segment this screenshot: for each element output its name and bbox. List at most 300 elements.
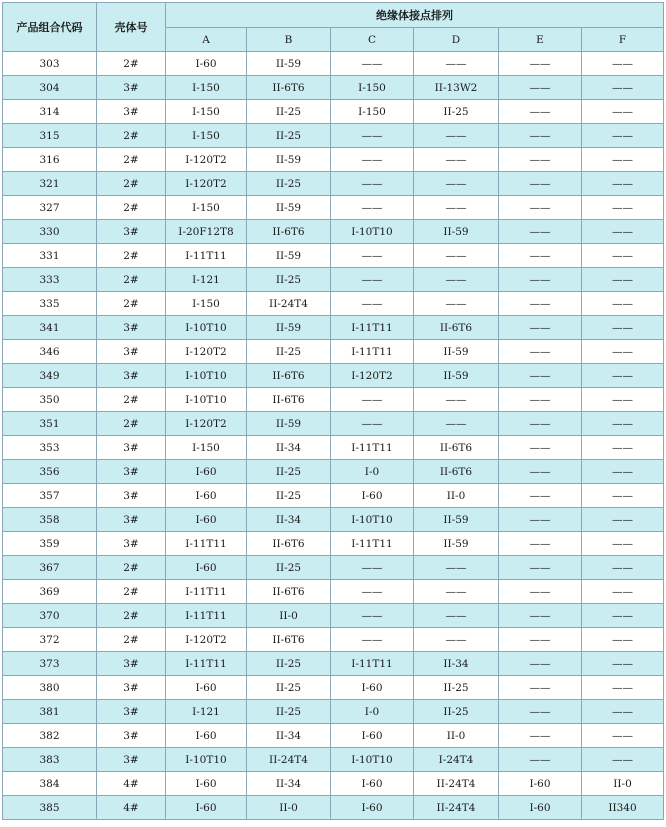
cell-e: —— [499, 340, 582, 364]
cell-a: I-121 [166, 268, 247, 292]
table-row [3, 484, 664, 508]
cell-product-code: 356 [3, 460, 97, 484]
cell-shell-number: 3# [97, 76, 166, 100]
cell-b: II-25 [247, 460, 331, 484]
cell-f: —— [582, 364, 664, 388]
cell-d: II-24T4 [414, 772, 499, 796]
cell-b: II-25 [247, 340, 331, 364]
cell-d: —— [414, 268, 499, 292]
cell-d: II-25 [414, 100, 499, 124]
cell-a: I-120T2 [166, 412, 247, 436]
cell-product-code: 385 [3, 796, 97, 820]
cell-a: I-150 [166, 292, 247, 316]
cell-product-code: 380 [3, 676, 97, 700]
cell-e: —— [499, 652, 582, 676]
cell-product-code: 315 [3, 124, 97, 148]
cell-c: I-150 [331, 76, 414, 100]
cell-f: —— [582, 220, 664, 244]
cell-e: —— [499, 76, 582, 100]
cell-c: I-120T2 [331, 364, 414, 388]
cell-c: I-0 [331, 700, 414, 724]
cell-a: I-11T11 [166, 604, 247, 628]
cell-b: II-24T4 [247, 748, 331, 772]
cell-e: —— [499, 748, 582, 772]
cell-a: I-11T11 [166, 652, 247, 676]
cell-d: —— [414, 52, 499, 76]
cell-d: II-25 [414, 676, 499, 700]
cell-d: II-24T4 [414, 796, 499, 820]
table-row [3, 700, 664, 724]
cell-d: II-6T6 [414, 460, 499, 484]
cell-e: I-60 [499, 796, 582, 820]
table-row [3, 220, 664, 244]
cell-a: I-10T10 [166, 748, 247, 772]
cell-product-code: 331 [3, 244, 97, 268]
cell-c: —— [331, 268, 414, 292]
cell-shell-number: 4# [97, 796, 166, 820]
cell-b: II-59 [247, 316, 331, 340]
cell-d: —— [414, 196, 499, 220]
cell-b: II-0 [247, 604, 331, 628]
cell-f: —— [582, 484, 664, 508]
cell-e: —— [499, 388, 582, 412]
cell-d: II-6T6 [414, 316, 499, 340]
cell-b: II-59 [247, 148, 331, 172]
cell-product-code: 341 [3, 316, 97, 340]
cell-e: —— [499, 124, 582, 148]
cell-c: I-10T10 [331, 220, 414, 244]
cell-b: II-59 [247, 244, 331, 268]
cell-product-code: 369 [3, 580, 97, 604]
cell-e: —— [499, 220, 582, 244]
header-col-e: E [499, 28, 582, 52]
page [2, 2, 663, 820]
cell-shell-number: 3# [97, 100, 166, 124]
cell-f: —— [582, 412, 664, 436]
cell-shell-number: 3# [97, 700, 166, 724]
cell-d: II-59 [414, 340, 499, 364]
cell-d: II-6T6 [414, 436, 499, 460]
table-row [3, 124, 664, 148]
cell-shell-number: 3# [97, 676, 166, 700]
cell-product-code: 357 [3, 484, 97, 508]
cell-shell-number: 3# [97, 508, 166, 532]
cell-e: —— [499, 196, 582, 220]
cell-product-code: 367 [3, 556, 97, 580]
cell-e: —— [499, 580, 582, 604]
table-row [3, 628, 664, 652]
cell-shell-number: 3# [97, 316, 166, 340]
cell-b: II-0 [247, 796, 331, 820]
cell-c: —— [331, 388, 414, 412]
cell-d: —— [414, 412, 499, 436]
cell-f: —— [582, 724, 664, 748]
cell-a: I-150 [166, 100, 247, 124]
cell-a: I-60 [166, 772, 247, 796]
cell-product-code: 358 [3, 508, 97, 532]
cell-shell-number: 2# [97, 628, 166, 652]
cell-e: —— [499, 268, 582, 292]
cell-c: I-11T11 [331, 652, 414, 676]
cell-c: —— [331, 580, 414, 604]
cell-a: I-11T11 [166, 580, 247, 604]
cell-shell-number: 2# [97, 124, 166, 148]
cell-a: I-120T2 [166, 628, 247, 652]
cell-a: I-150 [166, 436, 247, 460]
cell-product-code: 314 [3, 100, 97, 124]
table-row [3, 244, 664, 268]
cell-e: —— [499, 172, 582, 196]
header-product-code: 产品组合代码 [3, 3, 97, 52]
cell-e: —— [499, 508, 582, 532]
cell-shell-number: 3# [97, 748, 166, 772]
cell-f: —— [582, 340, 664, 364]
cell-d: —— [414, 628, 499, 652]
cell-product-code: 350 [3, 388, 97, 412]
cell-c: —— [331, 412, 414, 436]
cell-d: II-59 [414, 508, 499, 532]
cell-shell-number: 2# [97, 196, 166, 220]
cell-shell-number: 2# [97, 412, 166, 436]
cell-f: —— [582, 460, 664, 484]
cell-f: —— [582, 124, 664, 148]
cell-product-code: 327 [3, 196, 97, 220]
cell-a: I-120T2 [166, 340, 247, 364]
cell-a: I-121 [166, 700, 247, 724]
header-col-b: B [247, 28, 331, 52]
cell-a: I-60 [166, 676, 247, 700]
table-row [3, 676, 664, 700]
cell-f: —— [582, 292, 664, 316]
cell-f: —— [582, 388, 664, 412]
cell-f: —— [582, 556, 664, 580]
cell-product-code: 316 [3, 148, 97, 172]
table-row [3, 436, 664, 460]
cell-f: —— [582, 316, 664, 340]
cell-shell-number: 2# [97, 148, 166, 172]
cell-shell-number: 2# [97, 580, 166, 604]
cell-b: II-59 [247, 412, 331, 436]
cell-e: —— [499, 52, 582, 76]
cell-shell-number: 3# [97, 724, 166, 748]
cell-d: II-59 [414, 532, 499, 556]
table-row [3, 148, 664, 172]
cell-d: —— [414, 124, 499, 148]
cell-f: —— [582, 676, 664, 700]
cell-product-code: 303 [3, 52, 97, 76]
cell-shell-number: 2# [97, 244, 166, 268]
cell-b: II-6T6 [247, 532, 331, 556]
cell-d: —— [414, 556, 499, 580]
cell-b: II-59 [247, 196, 331, 220]
cell-e: —— [499, 532, 582, 556]
cell-c: —— [331, 52, 414, 76]
cell-product-code: 346 [3, 340, 97, 364]
cell-shell-number: 3# [97, 436, 166, 460]
cell-b: II-25 [247, 556, 331, 580]
cell-c: I-0 [331, 460, 414, 484]
cell-product-code: 383 [3, 748, 97, 772]
header-col-f: F [582, 28, 664, 52]
cell-d: II-59 [414, 364, 499, 388]
table-row [3, 508, 664, 532]
cell-b: II-6T6 [247, 220, 331, 244]
cell-d: —— [414, 148, 499, 172]
cell-a: I-60 [166, 460, 247, 484]
table-row [3, 604, 664, 628]
cell-shell-number: 2# [97, 52, 166, 76]
header-col-c: C [331, 28, 414, 52]
cell-d: —— [414, 244, 499, 268]
cell-e: —— [499, 556, 582, 580]
cell-c: I-11T11 [331, 340, 414, 364]
table-row [3, 316, 664, 340]
cell-b: II-25 [247, 676, 331, 700]
cell-e: —— [499, 100, 582, 124]
cell-b: II-6T6 [247, 364, 331, 388]
cell-a: I-120T2 [166, 172, 247, 196]
cell-f: —— [582, 148, 664, 172]
cell-c: I-10T10 [331, 508, 414, 532]
cell-a: I-60 [166, 52, 247, 76]
cell-a: I-60 [166, 508, 247, 532]
cell-shell-number: 3# [97, 220, 166, 244]
cell-c: I-60 [331, 676, 414, 700]
cell-e: —— [499, 676, 582, 700]
table-row [3, 196, 664, 220]
cell-b: II-34 [247, 508, 331, 532]
cell-shell-number: 3# [97, 364, 166, 388]
cell-b: II-34 [247, 772, 331, 796]
cell-product-code: 330 [3, 220, 97, 244]
cell-e: —— [499, 244, 582, 268]
table-row [3, 364, 664, 388]
cell-b: II-6T6 [247, 580, 331, 604]
table-row [3, 268, 664, 292]
cell-e: —— [499, 436, 582, 460]
cell-d: II-0 [414, 724, 499, 748]
cell-c: I-60 [331, 772, 414, 796]
cell-e: —— [499, 364, 582, 388]
header-col-a: A [166, 28, 247, 52]
cell-e: —— [499, 412, 582, 436]
cell-product-code: 359 [3, 532, 97, 556]
cell-a: I-60 [166, 556, 247, 580]
cell-d: II-25 [414, 700, 499, 724]
cell-shell-number: 3# [97, 532, 166, 556]
cell-b: II-6T6 [247, 388, 331, 412]
cell-shell-number: 4# [97, 772, 166, 796]
cell-b: II-34 [247, 436, 331, 460]
cell-e: —— [499, 292, 582, 316]
cell-e: —— [499, 484, 582, 508]
cell-shell-number: 2# [97, 172, 166, 196]
cell-shell-number: 2# [97, 604, 166, 628]
table-row [3, 772, 664, 796]
cell-b: II-6T6 [247, 76, 331, 100]
cell-c: —— [331, 556, 414, 580]
cell-f: —— [582, 196, 664, 220]
cell-product-code: 321 [3, 172, 97, 196]
cell-product-code: 335 [3, 292, 97, 316]
cell-f: —— [582, 748, 664, 772]
cell-e: —— [499, 724, 582, 748]
table-row [3, 652, 664, 676]
cell-c: —— [331, 196, 414, 220]
cell-b: II-24T4 [247, 292, 331, 316]
cell-product-code: 304 [3, 76, 97, 100]
cell-d: —— [414, 388, 499, 412]
cell-b: II-59 [247, 52, 331, 76]
cell-c: —— [331, 292, 414, 316]
table-row [3, 340, 664, 364]
cell-f: —— [582, 532, 664, 556]
cell-product-code: 384 [3, 772, 97, 796]
cell-f: —— [582, 508, 664, 532]
table-row [3, 748, 664, 772]
cell-e: —— [499, 460, 582, 484]
cell-d: II-0 [414, 484, 499, 508]
table-row [3, 580, 664, 604]
cell-c: —— [331, 244, 414, 268]
cell-c: —— [331, 124, 414, 148]
table-row [3, 724, 664, 748]
cell-d: —— [414, 292, 499, 316]
cell-shell-number: 2# [97, 292, 166, 316]
header-shell-number: 壳体号 [97, 3, 166, 52]
cell-a: I-11T11 [166, 532, 247, 556]
cell-f: —— [582, 172, 664, 196]
cell-shell-number: 3# [97, 484, 166, 508]
cell-a: I-10T10 [166, 316, 247, 340]
cell-product-code: 370 [3, 604, 97, 628]
cell-d: II-34 [414, 652, 499, 676]
table-row [3, 412, 664, 436]
cell-product-code: 381 [3, 700, 97, 724]
cell-c: —— [331, 604, 414, 628]
cell-e: —— [499, 316, 582, 340]
header-col-d: D [414, 28, 499, 52]
cell-f: —— [582, 268, 664, 292]
cell-f: —— [582, 436, 664, 460]
cell-a: I-11T11 [166, 244, 247, 268]
cell-f: II340 [582, 796, 664, 820]
cell-shell-number: 3# [97, 460, 166, 484]
cell-b: II-25 [247, 172, 331, 196]
cell-product-code: 372 [3, 628, 97, 652]
cell-f: —— [582, 604, 664, 628]
cell-f: II-0 [582, 772, 664, 796]
cell-b: II-25 [247, 124, 331, 148]
table-row [3, 796, 664, 820]
cell-c: I-60 [331, 484, 414, 508]
cell-a: I-10T10 [166, 388, 247, 412]
cell-d: —— [414, 604, 499, 628]
cell-b: II-25 [247, 268, 331, 292]
cell-c: I-11T11 [331, 436, 414, 460]
cell-a: I-60 [166, 796, 247, 820]
cell-a: I-150 [166, 76, 247, 100]
cell-c: I-10T10 [331, 748, 414, 772]
cell-b: II-25 [247, 484, 331, 508]
cell-product-code: 351 [3, 412, 97, 436]
table-body [3, 52, 664, 820]
cell-product-code: 373 [3, 652, 97, 676]
cell-shell-number: 3# [97, 652, 166, 676]
cell-f: —— [582, 244, 664, 268]
cell-product-code: 349 [3, 364, 97, 388]
cell-e: I-60 [499, 772, 582, 796]
cell-b: II-25 [247, 652, 331, 676]
cell-b: II-34 [247, 724, 331, 748]
cell-d: II-59 [414, 220, 499, 244]
table-row [3, 52, 664, 76]
table-row [3, 292, 664, 316]
cell-f: —— [582, 100, 664, 124]
cell-d: —— [414, 580, 499, 604]
cell-c: —— [331, 172, 414, 196]
cell-b: II-25 [247, 700, 331, 724]
cell-a: I-20F12T8 [166, 220, 247, 244]
cell-f: —— [582, 580, 664, 604]
cell-e: —— [499, 148, 582, 172]
cell-d: I-24T4 [414, 748, 499, 772]
header-contact-arrangement: 绝缘体接点排列 [166, 3, 664, 28]
cell-a: I-10T10 [166, 364, 247, 388]
cell-c: —— [331, 628, 414, 652]
cell-f: —— [582, 700, 664, 724]
table-row [3, 172, 664, 196]
cell-a: I-150 [166, 196, 247, 220]
contact-arrangement-table [2, 2, 664, 820]
cell-c: I-60 [331, 796, 414, 820]
cell-d: —— [414, 172, 499, 196]
cell-e: —— [499, 628, 582, 652]
table-row [3, 460, 664, 484]
table-row [3, 556, 664, 580]
cell-c: I-60 [331, 724, 414, 748]
cell-c: I-150 [331, 100, 414, 124]
cell-a: I-60 [166, 484, 247, 508]
cell-product-code: 382 [3, 724, 97, 748]
cell-shell-number: 2# [97, 268, 166, 292]
cell-a: I-120T2 [166, 148, 247, 172]
cell-c: —— [331, 148, 414, 172]
cell-c: I-11T11 [331, 316, 414, 340]
table-row [3, 388, 664, 412]
table-row [3, 76, 664, 100]
cell-product-code: 333 [3, 268, 97, 292]
cell-shell-number: 3# [97, 340, 166, 364]
cell-e: —— [499, 604, 582, 628]
cell-d: II-13W2 [414, 76, 499, 100]
cell-product-code: 353 [3, 436, 97, 460]
cell-shell-number: 2# [97, 556, 166, 580]
cell-f: —— [582, 628, 664, 652]
table-row [3, 100, 664, 124]
cell-f: —— [582, 652, 664, 676]
cell-e: —— [499, 700, 582, 724]
table-header [3, 3, 664, 52]
cell-b: II-25 [247, 100, 331, 124]
cell-f: —— [582, 52, 664, 76]
cell-a: I-150 [166, 124, 247, 148]
cell-shell-number: 2# [97, 388, 166, 412]
cell-a: I-60 [166, 724, 247, 748]
cell-c: I-11T11 [331, 532, 414, 556]
table-row [3, 532, 664, 556]
cell-f: —— [582, 76, 664, 100]
